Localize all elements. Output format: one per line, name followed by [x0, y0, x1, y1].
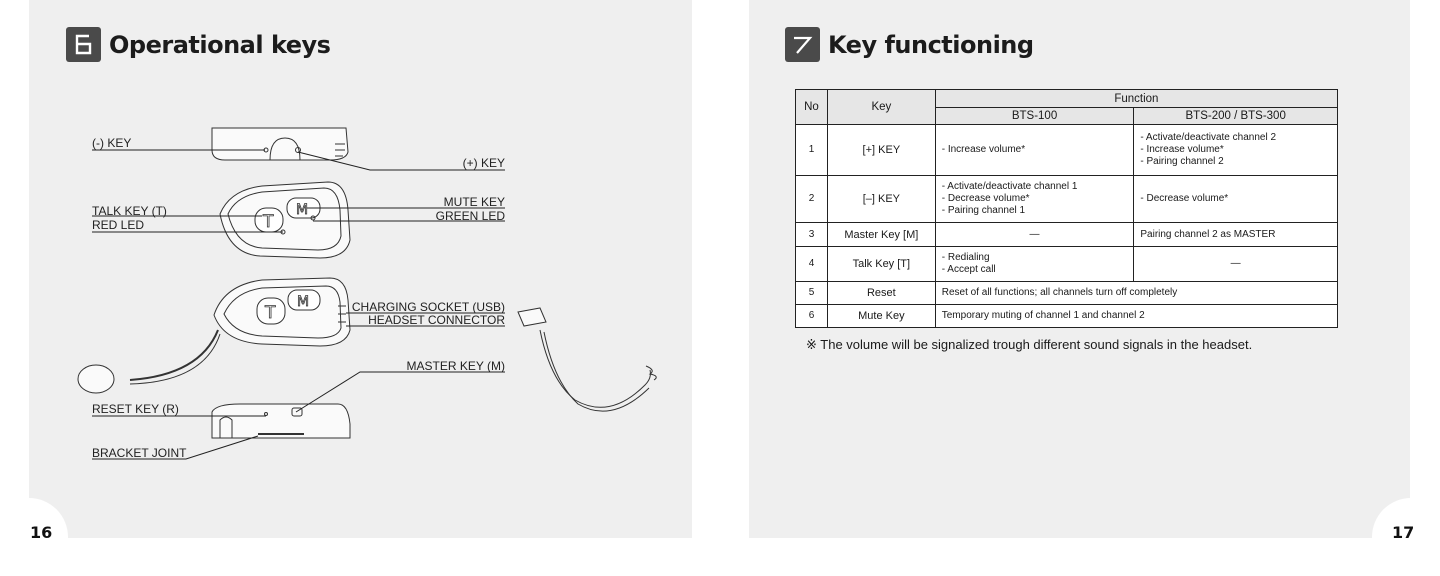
volume-footnote: ※ The volume will be signalized trough different sound signals in the headset.	[806, 337, 1253, 352]
header-no: No	[796, 90, 828, 125]
label-headset-connector: HEADSET CONNECTOR	[368, 313, 505, 327]
row-function-both: Reset of all functions; all channels turn off completely	[935, 282, 1337, 305]
table-row	[796, 125, 1338, 176]
table-row	[796, 247, 1338, 282]
row-bts200: - Decrease volume*	[1134, 176, 1338, 223]
section-heading-key-functioning	[785, 27, 1034, 62]
row-bts200: —	[1134, 247, 1338, 282]
row-bts200: Pairing channel 2 as MASTER	[1134, 223, 1338, 247]
section-title: Operational keys	[109, 30, 331, 59]
talk-key-letter-side: T	[265, 303, 276, 323]
header-bts200: BTS-200 / BTS-300	[1134, 108, 1338, 125]
row-bts100: - Increase volume*	[935, 125, 1134, 176]
header-key: Key	[827, 90, 935, 125]
row-bts100: - Activate/deactivate channel 1 - Decrease volume* - Pairing channel 1	[935, 176, 1134, 223]
section-number-badge	[785, 27, 820, 62]
row-key: Reset	[827, 282, 935, 305]
label-plus-key: (+) KEY	[462, 156, 505, 170]
talk-key-letter: T	[263, 212, 274, 232]
label-master-key: MASTER KEY (M)	[406, 359, 505, 373]
table-row	[796, 223, 1338, 247]
page-number-left: 16	[30, 523, 53, 542]
row-bts100: —	[935, 223, 1134, 247]
table-row	[796, 176, 1338, 223]
device-front-view	[220, 182, 350, 258]
device-side-view	[78, 278, 656, 411]
mute-key-letter: M	[296, 202, 309, 218]
table-row	[796, 282, 1338, 305]
label-mute-key: MUTE KEY	[443, 195, 505, 209]
label-charging-socket: CHARGING SOCKET (USB)	[351, 300, 505, 314]
device-bottom-view	[212, 404, 350, 438]
row-number: 6	[796, 305, 828, 328]
row-number: 4	[796, 247, 828, 282]
device-top-view	[212, 128, 348, 160]
row-number: 3	[796, 223, 828, 247]
row-bts200: - Activate/deactivate channel 2 - Increase volume* - Pairing channel 2	[1134, 125, 1338, 176]
label-red-led: RED LED	[92, 218, 145, 232]
page-number-right: 17	[1392, 523, 1415, 542]
row-function-both: Temporary muting of channel 1 and channel 2	[935, 305, 1337, 328]
table-row	[796, 305, 1338, 328]
section-title: Key functioning	[828, 30, 1034, 59]
header-bts100: BTS-100	[935, 108, 1134, 125]
row-number: 5	[796, 282, 828, 305]
mute-key-letter-side: M	[297, 294, 310, 310]
label-bracket-joint: BRACKET JOINT	[92, 446, 187, 460]
digit-7-icon	[785, 27, 820, 62]
row-key: Master Key [M]	[827, 223, 935, 247]
row-key: Mute Key	[827, 305, 935, 328]
row-key: Talk Key [T]	[827, 247, 935, 282]
row-key: [–] KEY	[827, 176, 935, 223]
label-reset-key: RESET KEY (R)	[92, 402, 179, 416]
row-number: 2	[796, 176, 828, 223]
row-number: 1	[796, 125, 828, 176]
row-bts100: - Redialing - Accept call	[935, 247, 1134, 282]
header-function: Function	[935, 90, 1337, 108]
label-talk-key: TALK KEY (T)	[92, 204, 167, 218]
key-function-table	[795, 89, 1338, 328]
label-green-led: GREEN LED	[435, 209, 505, 223]
row-key: [+] KEY	[827, 125, 935, 176]
label-minus-key: (-) KEY	[92, 136, 132, 150]
